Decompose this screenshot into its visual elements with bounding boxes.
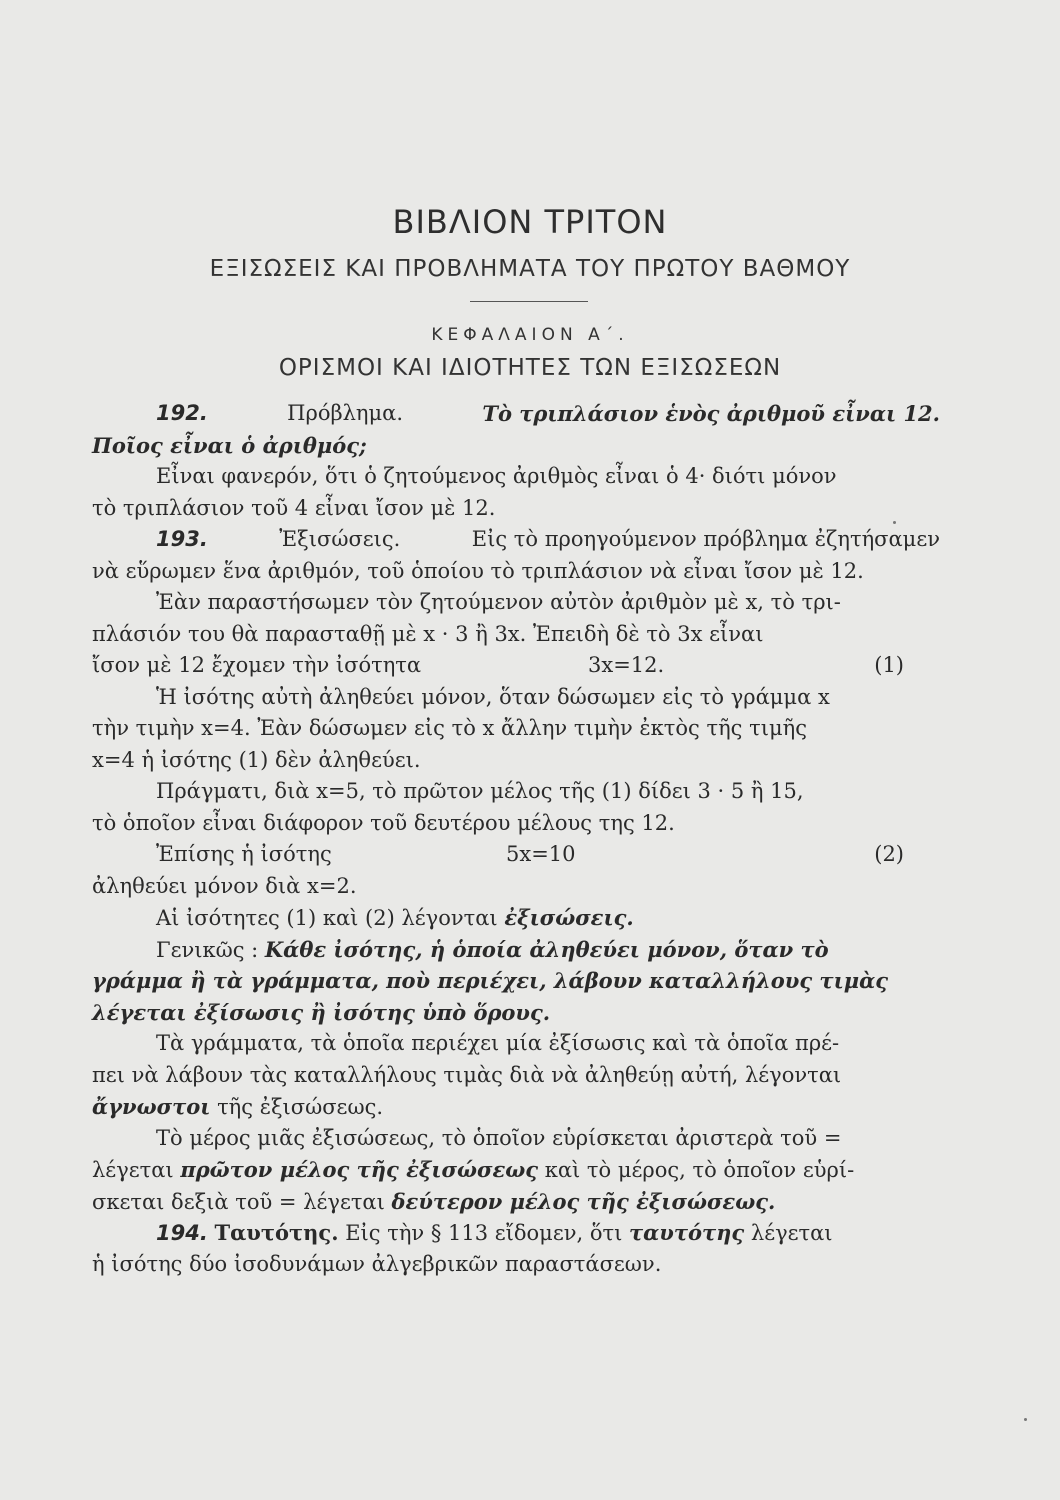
- paragraph-text: Εἰς τὴν § 113 εἴδομεν, ὅτι: [345, 1221, 623, 1245]
- print-speck: [893, 521, 896, 524]
- paragraph-line: τὸ τριπλάσιον τοῦ 4 εἶναι ἴσον μὲ 12.: [92, 495, 496, 520]
- definition-text: Κάθε ἰσότης, ἡ ὁποία ἀληθεύει μόνον, ὅταν τὸ: [264, 936, 829, 962]
- title-divider: [470, 301, 588, 302]
- paragraph-line: Εἶναι φανερόν, ὅτι ὁ ζητούμενος ἀριθμὸς εἶναι ὁ 4· διότι μόνον: [156, 464, 837, 488]
- paragraph-text: Ἐπίσης ἡ ἰσότης: [156, 842, 332, 866]
- section-194-heading: [92, 1217, 940, 1249]
- equation-1-tag: (1): [874, 653, 904, 677]
- term-identity: ταυτότης: [629, 1220, 745, 1245]
- chapter-title: ΟΡΙΣΜΟΙ ΚΑΙ ΙΔΙΟΤΗΤΕΣ ΤΩΝ ΕΞΙΣΩΣΕΩΝ: [278, 355, 782, 381]
- section-192-heading: [92, 398, 940, 430]
- book-title: ΒΙΒΛΙΟΝ ΤΡΙΤΟΝ: [392, 203, 668, 241]
- paragraph-text: ἴσον μὲ 12 ἔχομεν τὴν ἰσότητα: [92, 653, 422, 677]
- paragraph-text: Γενικῶς :: [156, 937, 259, 962]
- equation-line-2: [92, 839, 940, 871]
- term-first-member: πρῶτον μέλος τῆς ἐξισώσεως: [180, 1157, 539, 1182]
- paragraph-line: Πράγματι, διὰ x=5, τὸ πρῶτον μέλος τῆς (1) δίδει 3 · 5 ἢ 15,: [156, 779, 804, 803]
- equation-2-tag: (2): [874, 842, 904, 866]
- paragraph-text: καὶ τὸ μέρος, τὸ ὁποῖον εὑρί-: [544, 1158, 855, 1182]
- equation-1: 3x=12.: [588, 653, 665, 677]
- paragraph-line: τὸ ὁποῖον εἶναι διάφορον τοῦ δευτέρου μέλους της 12.: [92, 810, 675, 835]
- paragraph-line: Τὸ μέρος μιᾶς ἐξισώσεως, τὸ ὁποῖον εὑρίσκεται ἀριστερὰ τοῦ =: [156, 1125, 842, 1150]
- paragraph-text: λέγεται: [750, 1221, 833, 1245]
- paragraph-text: Εἰς τὸ προηγούμενον πρόβλημα ἐζητήσαμεν: [471, 527, 940, 551]
- section-label: Πρόβλημα.: [287, 401, 403, 425]
- paragraph-line: [92, 1091, 940, 1123]
- section-193-heading: [92, 524, 940, 556]
- equation-2: 5x=10: [506, 842, 576, 866]
- term-equations: ἐξισώσεις.: [504, 905, 634, 930]
- print-speck: [1024, 1418, 1027, 1421]
- term-second-member: δεύτερον μέλος τῆς ἐξισώσεως.: [391, 1188, 776, 1214]
- chapter-label: ΚΕΦΑΛΑΙΟΝ Α΄.: [431, 325, 629, 345]
- paragraph-line: [92, 1186, 940, 1218]
- paragraph-line: Ἐὰν παραστήσωμεν τὸν ζητούμενον αὐτὸν ἀριθμὸν μὲ x, τὸ τρι-: [156, 590, 841, 614]
- paragraph-text: λέγεται: [92, 1158, 174, 1182]
- paragraph-line: ἡ ἰσότης δύο ἰσοδυνάμων ἀλγεβρικῶν παραστάσεων.: [92, 1251, 662, 1276]
- section-label: Ἐξισώσεις.: [279, 527, 401, 551]
- paragraph-line: πει νὰ λάβουν τὰς καταλλήλους τιμὰς διὰ νὰ ἀληθεύῃ αὐτή, λέγονται: [92, 1062, 842, 1087]
- problem-question-line: [92, 430, 940, 462]
- section-number: 194.: [156, 1221, 208, 1245]
- paragraph-line: [92, 1154, 940, 1186]
- paragraph-line: ἀληθεύει μόνον διὰ x=2.: [92, 873, 357, 898]
- paragraph-line: Τὰ γράμματα, τὰ ὁποῖα περιέχει μία ἐξίσωσις καὶ τὰ ὁποῖα πρέ-: [156, 1031, 840, 1055]
- paragraph-line: Ἡ ἰσότης αὐτὴ ἀληθεύει μόνον, ὅταν δώσωμεν εἰς τὸ γράμμα x: [156, 684, 830, 709]
- equation-line-1: [92, 650, 940, 682]
- paragraph-line: τὴν τιμὴν x=4. Ἐὰν δώσωμεν εἰς τὸ x ἄλλην τιμὴν ἐκτὸς τῆς τιμῆς: [92, 716, 807, 740]
- paragraph-text: Αἱ ἰσότητες (1) καὶ (2) λέγονται: [156, 906, 498, 930]
- definition-line: λέγεται ἐξίσωσις ἢ ἰσότης ὑπὸ ὅρους.: [92, 999, 551, 1025]
- paragraph-line: νὰ εὕρωμεν ἕνα ἀριθμόν, τοῦ ὁποίου τὸ τριπλάσιον νὰ εἶναι ἴσον μὲ 12.: [92, 558, 864, 583]
- section-number: 193.: [156, 527, 208, 551]
- definition-line: γράμμα ἢ τὰ γράμματα, ποὺ περιέχει, λάβουν καταλλήλους τιμὰς: [92, 968, 889, 993]
- paragraph-line: πλάσιόν του θὰ παρασταθῇ μὲ x · 3 ἢ 3x. Ἐπειδὴ δὲ τὸ 3x εἶναι: [92, 621, 764, 646]
- problem-statement: Τὸ τριπλάσιον ἑνὸς ἀριθμοῦ εἶναι 12.: [482, 401, 940, 426]
- paragraph-line: [92, 902, 940, 934]
- paragraph-line: x=4 ἡ ἰσότης (1) δὲν ἀληθεύει.: [92, 747, 421, 772]
- section-label: Ταυτότης.: [214, 1220, 339, 1245]
- problem-question: Ποῖος εἶναι ὁ ἀριθμός;: [92, 432, 367, 458]
- paragraph-text: σκεται δεξιὰ τοῦ = λέγεται: [92, 1189, 385, 1214]
- book-subtitle: ΕΞΙΣΩΣΕΙΣ ΚΑΙ ΠΡΟΒΛΗΜΑΤΑ ΤΟΥ ΠΡΩΤΟΥ ΒΑΘΜΟΥ: [209, 256, 851, 282]
- paragraph-text: τῆς ἐξισώσεως.: [217, 1095, 384, 1119]
- section-number: 192.: [156, 401, 208, 425]
- term-unknowns: ἄγνωστοι: [92, 1094, 211, 1119]
- definition-line: [92, 934, 940, 966]
- page-body: [92, 398, 940, 1280]
